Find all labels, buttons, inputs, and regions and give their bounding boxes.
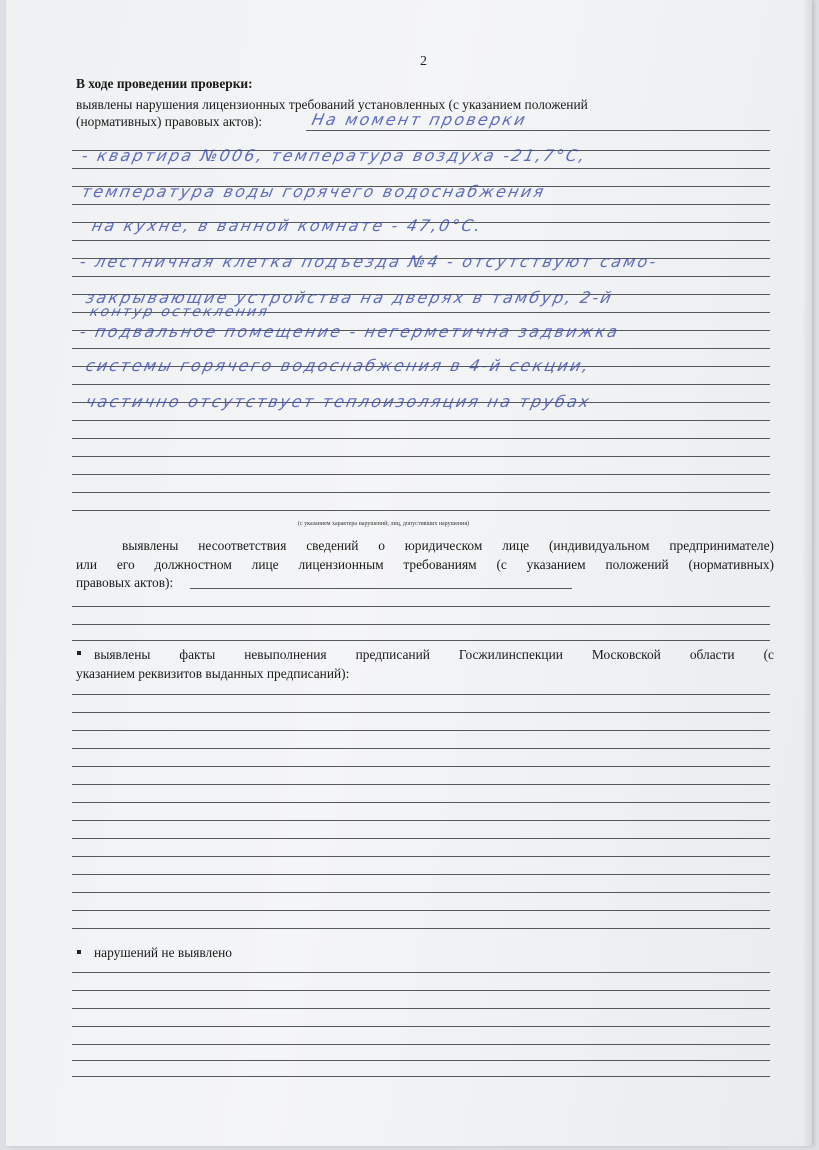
- form-line: [72, 694, 770, 695]
- form-line: [72, 1060, 770, 1061]
- paper-edge-shadow: [802, 0, 812, 1146]
- form-line: [72, 1008, 770, 1009]
- handwritten-line-2: - квартира №006, температура воздуха -21,7°С,: [79, 146, 589, 165]
- form-line: [72, 384, 770, 385]
- form-line: [72, 348, 770, 349]
- violations-caption: (с указанием характера нарушений; лиц, допустивших нарушения): [298, 521, 470, 527]
- handwritten-line-4: на кухне, в ванной комнате - 47,0°С.: [89, 216, 485, 235]
- page-number: 2: [420, 54, 427, 69]
- form-line: [72, 784, 770, 785]
- handwritten-line-10: частично отсутствует теплоизоляция на трубах: [83, 392, 593, 411]
- document-page: [6, 0, 812, 1146]
- form-line: [72, 510, 770, 511]
- form-line: [72, 204, 770, 205]
- form-line: [72, 972, 770, 973]
- handwritten-line-1: На момент проверки: [309, 110, 530, 129]
- form-line: [72, 420, 770, 421]
- form-line: [72, 456, 770, 457]
- handwritten-line-9: системы горячего водоснабжения в 4-й секции,: [83, 356, 593, 375]
- form-line: [72, 802, 770, 803]
- form-line: [72, 1076, 770, 1077]
- handwritten-line-8: - подвальное помещение - негерметична задвижка: [77, 322, 622, 341]
- form-line: [72, 606, 770, 607]
- form-line: [72, 892, 770, 893]
- form-line: [72, 990, 770, 991]
- form-line: [72, 910, 770, 911]
- form-line: [72, 820, 770, 821]
- form-line: [72, 438, 770, 439]
- handwritten-line-6: закрывающие устройства на дверях в тамбур, 2-й: [83, 288, 616, 307]
- mismatch-line1: выявлены несоответствия сведений о юридическом лице (индивидуальном предпринимателе): [122, 538, 774, 553]
- mismatch-line3: правовых актов):: [76, 575, 174, 590]
- form-line: [72, 276, 770, 277]
- handwritten-line-3: температура воды горячего водоснабжения: [79, 182, 548, 201]
- no-violations-label: нарушений не выявлено: [94, 945, 232, 960]
- form-line: [72, 874, 770, 875]
- form-line: [72, 624, 770, 625]
- form-line: [72, 168, 770, 169]
- form-line: [72, 712, 770, 713]
- form-line: [72, 474, 770, 475]
- mismatch-line2: или его должностном лице лицензионным требованиям (с указанием положений (нормативных): [76, 557, 774, 572]
- violations-intro-line1: выявлены нарушения лицензионных требований установленных (с указанием положений: [76, 97, 588, 112]
- form-line: [72, 1026, 770, 1027]
- bullet-marker: [77, 950, 81, 954]
- prescriptions-line2: указанием реквизитов выданных предписаний):: [76, 666, 350, 681]
- section-title: В ходе проведении проверки:: [76, 76, 253, 91]
- form-line: [306, 130, 770, 131]
- form-line: [72, 730, 770, 731]
- handwritten-line-5: - лестничная клетка подъезда №4 - отсутствуют само-: [77, 252, 660, 271]
- violations-intro-line2: (нормативных) правовых актов):: [76, 114, 263, 129]
- form-line: [72, 748, 770, 749]
- form-line: [72, 928, 770, 929]
- form-line: [72, 838, 770, 839]
- form-line: [72, 1044, 770, 1045]
- prescriptions-line1: выявлены факты невыполнения предписаний Госжилинспекции Московской области (с: [94, 647, 774, 662]
- form-line: [72, 766, 770, 767]
- form-line: [190, 588, 572, 589]
- form-line: [72, 640, 770, 641]
- form-line: [72, 492, 770, 493]
- handwritten-line-7: контур остекления: [88, 304, 271, 320]
- form-line: [72, 856, 770, 857]
- form-line: [72, 240, 770, 241]
